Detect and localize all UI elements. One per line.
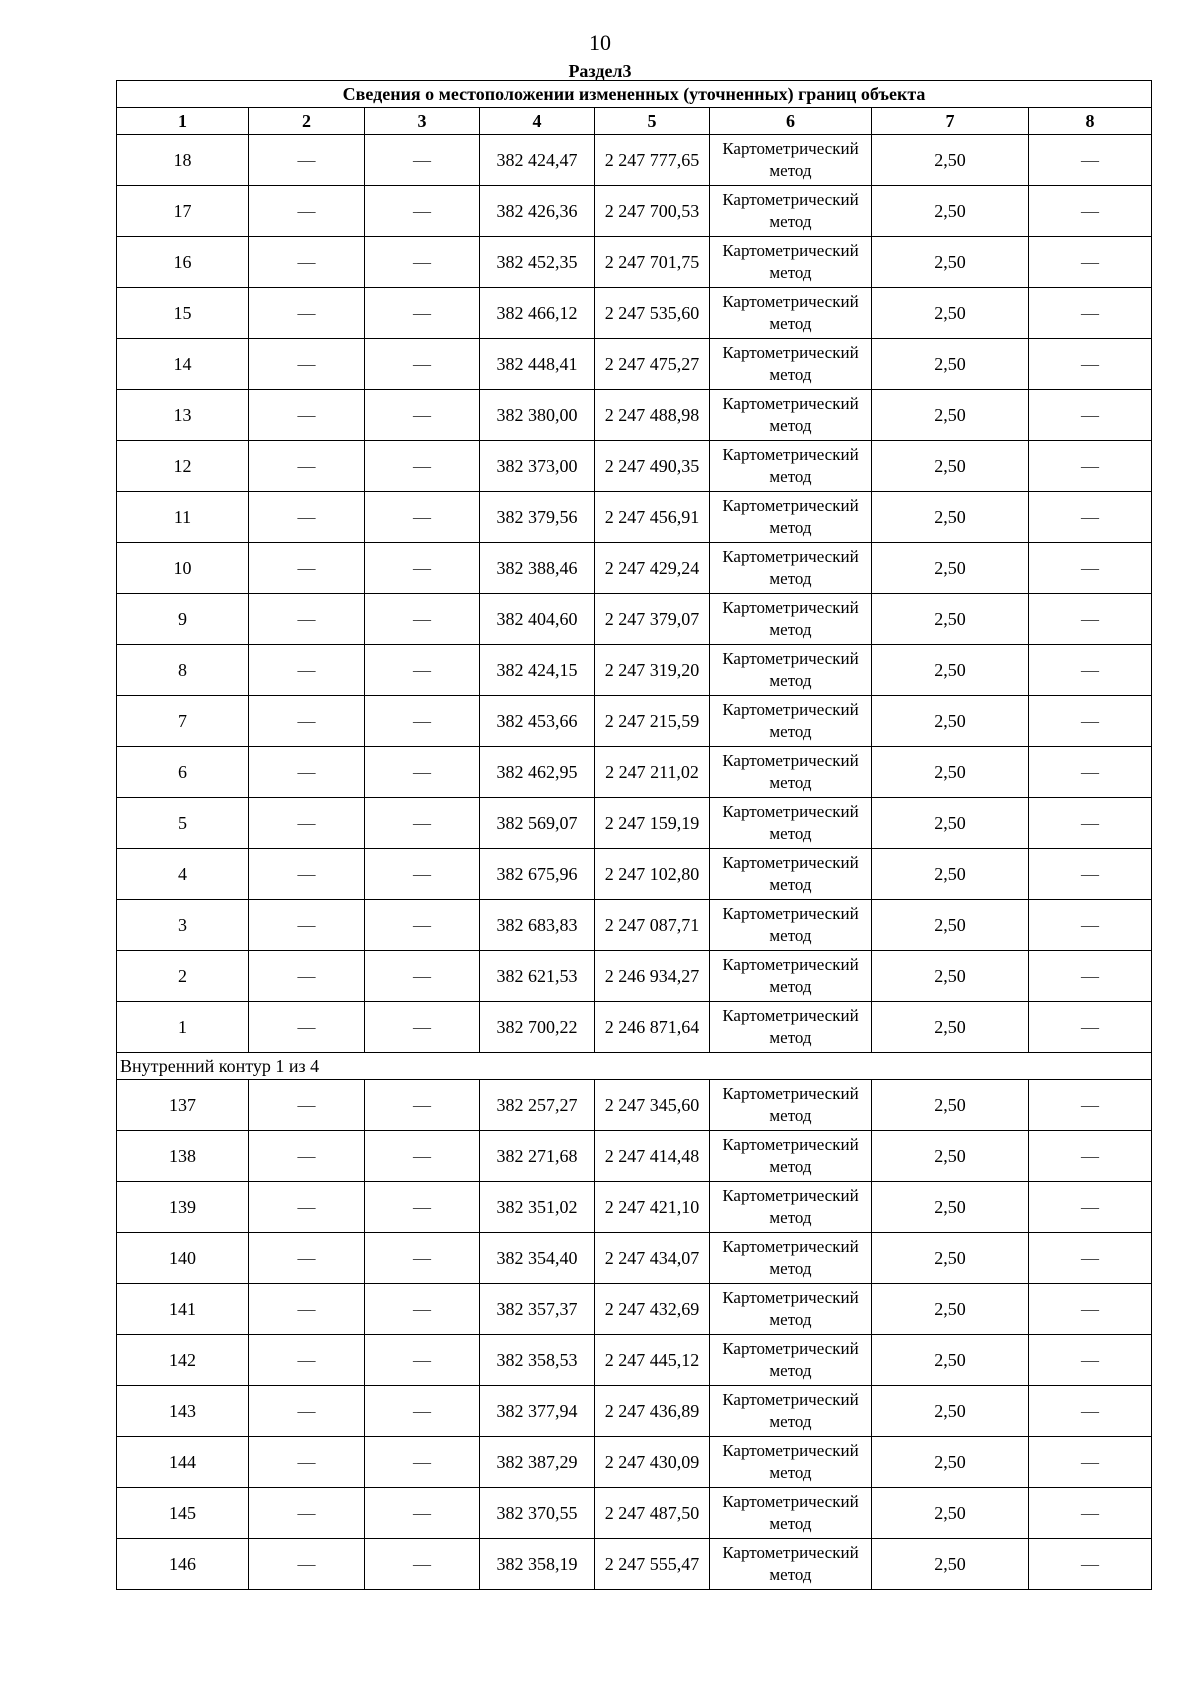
- accuracy-cell: 2,50: [872, 1080, 1029, 1131]
- empty-value-cell: —: [365, 1335, 480, 1386]
- coordinate-y-cell: 2 247 211,02: [595, 747, 710, 798]
- accuracy-cell: 2,50: [872, 1131, 1029, 1182]
- method-cell: Картометрический метод: [710, 1182, 872, 1233]
- empty-value-cell: —: [1029, 1284, 1152, 1335]
- point-number-cell: 2: [117, 951, 249, 1002]
- column-header: 3: [365, 108, 480, 135]
- coordinate-y-cell: 2 247 445,12: [595, 1335, 710, 1386]
- coordinate-y-cell: 2 247 087,71: [595, 900, 710, 951]
- coordinate-y-cell: 2 247 379,07: [595, 594, 710, 645]
- accuracy-cell: 2,50: [872, 390, 1029, 441]
- table-row: [117, 1131, 1152, 1182]
- empty-value-cell: —: [1029, 1131, 1152, 1182]
- point-number-cell: 138: [117, 1131, 249, 1182]
- empty-value-cell: —: [365, 900, 480, 951]
- point-number-cell: 139: [117, 1182, 249, 1233]
- method-cell: Картометрический метод: [710, 747, 872, 798]
- accuracy-cell: 2,50: [872, 696, 1029, 747]
- coordinate-y-cell: 2 247 432,69: [595, 1284, 710, 1335]
- accuracy-cell: 2,50: [872, 849, 1029, 900]
- point-number-cell: 7: [117, 696, 249, 747]
- point-number-cell: 3: [117, 900, 249, 951]
- coordinate-y-cell: 2 247 777,65: [595, 135, 710, 186]
- empty-value-cell: —: [365, 798, 480, 849]
- accuracy-cell: 2,50: [872, 1386, 1029, 1437]
- table-row: [117, 1233, 1152, 1284]
- empty-value-cell: —: [365, 237, 480, 288]
- accuracy-cell: 2,50: [872, 1284, 1029, 1335]
- method-cell: Картометрический метод: [710, 492, 872, 543]
- table-row: [117, 1182, 1152, 1233]
- method-cell: Картометрический метод: [710, 543, 872, 594]
- empty-value-cell: —: [249, 900, 365, 951]
- page-number: 10: [589, 30, 611, 55]
- empty-value-cell: —: [249, 1386, 365, 1437]
- method-cell: Картометрический метод: [710, 1002, 872, 1053]
- empty-value-cell: —: [1029, 1233, 1152, 1284]
- empty-value-cell: —: [1029, 543, 1152, 594]
- coordinate-x-cell: 382 357,37: [480, 1284, 595, 1335]
- empty-value-cell: —: [1029, 1539, 1152, 1590]
- empty-value-cell: —: [249, 1335, 365, 1386]
- point-number-cell: 10: [117, 543, 249, 594]
- coordinate-x-cell: 382 452,35: [480, 237, 595, 288]
- method-cell: Картометрический метод: [710, 1488, 872, 1539]
- table-row: [117, 900, 1152, 951]
- empty-value-cell: —: [249, 186, 365, 237]
- coordinate-y-cell: 2 246 934,27: [595, 951, 710, 1002]
- empty-value-cell: —: [249, 747, 365, 798]
- accuracy-cell: 2,50: [872, 900, 1029, 951]
- table-row: [117, 1335, 1152, 1386]
- coordinate-x-cell: 382 388,46: [480, 543, 595, 594]
- column-header: 6: [710, 108, 872, 135]
- coordinate-x-cell: 382 426,36: [480, 186, 595, 237]
- table-row: [117, 441, 1152, 492]
- empty-value-cell: —: [365, 747, 480, 798]
- coordinate-x-cell: 382 700,22: [480, 1002, 595, 1053]
- accuracy-cell: 2,50: [872, 339, 1029, 390]
- column-header: 8: [1029, 108, 1152, 135]
- empty-value-cell: —: [249, 1002, 365, 1053]
- coordinate-x-cell: 382 370,55: [480, 1488, 595, 1539]
- empty-value-cell: —: [1029, 849, 1152, 900]
- empty-value-cell: —: [1029, 1488, 1152, 1539]
- point-number-cell: 142: [117, 1335, 249, 1386]
- table-row: [117, 288, 1152, 339]
- accuracy-cell: 2,50: [872, 645, 1029, 696]
- coordinate-y-cell: 2 247 456,91: [595, 492, 710, 543]
- coordinate-y-cell: 2 247 159,19: [595, 798, 710, 849]
- empty-value-cell: —: [365, 1080, 480, 1131]
- column-header-row: [117, 108, 1152, 135]
- empty-value-cell: —: [249, 798, 365, 849]
- accuracy-cell: 2,50: [872, 1182, 1029, 1233]
- method-cell: Картометрический метод: [710, 1080, 872, 1131]
- method-cell: Картометрический метод: [710, 696, 872, 747]
- coordinate-x-cell: 382 257,27: [480, 1080, 595, 1131]
- method-cell: Картометрический метод: [710, 390, 872, 441]
- empty-value-cell: —: [1029, 1002, 1152, 1053]
- empty-value-cell: —: [1029, 288, 1152, 339]
- table-row: [117, 543, 1152, 594]
- table-row: [117, 1488, 1152, 1539]
- coordinate-x-cell: 382 351,02: [480, 1182, 595, 1233]
- empty-value-cell: —: [365, 1233, 480, 1284]
- point-number-cell: 140: [117, 1233, 249, 1284]
- coordinate-x-cell: 382 683,83: [480, 900, 595, 951]
- coordinate-y-cell: 2 247 700,53: [595, 186, 710, 237]
- empty-value-cell: —: [365, 1284, 480, 1335]
- empty-value-cell: —: [1029, 747, 1152, 798]
- empty-value-cell: —: [365, 1182, 480, 1233]
- contour-separator-row: [117, 1053, 1152, 1080]
- coordinate-y-cell: 2 247 319,20: [595, 645, 710, 696]
- method-cell: Картометрический метод: [710, 900, 872, 951]
- method-cell: Картометрический метод: [710, 645, 872, 696]
- method-cell: Картометрический метод: [710, 798, 872, 849]
- coordinate-x-cell: 382 379,56: [480, 492, 595, 543]
- empty-value-cell: —: [1029, 1437, 1152, 1488]
- empty-value-cell: —: [365, 1386, 480, 1437]
- empty-value-cell: —: [1029, 237, 1152, 288]
- empty-value-cell: —: [249, 1437, 365, 1488]
- point-number-cell: 14: [117, 339, 249, 390]
- point-number-cell: 17: [117, 186, 249, 237]
- point-number-cell: 16: [117, 237, 249, 288]
- accuracy-cell: 2,50: [872, 1539, 1029, 1590]
- empty-value-cell: —: [365, 849, 480, 900]
- coordinate-x-cell: 382 387,29: [480, 1437, 595, 1488]
- point-number-cell: 13: [117, 390, 249, 441]
- accuracy-cell: 2,50: [872, 951, 1029, 1002]
- table-row: [117, 594, 1152, 645]
- method-cell: Картометрический метод: [710, 1131, 872, 1182]
- coordinate-x-cell: 382 424,47: [480, 135, 595, 186]
- empty-value-cell: —: [249, 849, 365, 900]
- coordinate-y-cell: 2 247 701,75: [595, 237, 710, 288]
- empty-value-cell: —: [1029, 900, 1152, 951]
- coordinate-x-cell: 382 380,00: [480, 390, 595, 441]
- method-cell: Картометрический метод: [710, 594, 872, 645]
- empty-value-cell: —: [365, 1488, 480, 1539]
- coordinate-y-cell: 2 247 535,60: [595, 288, 710, 339]
- table-row: [117, 1080, 1152, 1131]
- empty-value-cell: —: [365, 1437, 480, 1488]
- empty-value-cell: —: [1029, 492, 1152, 543]
- empty-value-cell: —: [365, 696, 480, 747]
- table-row: [117, 1386, 1152, 1437]
- empty-value-cell: —: [1029, 339, 1152, 390]
- empty-value-cell: —: [249, 135, 365, 186]
- coordinate-x-cell: 382 621,53: [480, 951, 595, 1002]
- method-cell: Картометрический метод: [710, 186, 872, 237]
- empty-value-cell: —: [249, 696, 365, 747]
- point-number-cell: 15: [117, 288, 249, 339]
- accuracy-cell: 2,50: [872, 594, 1029, 645]
- empty-value-cell: —: [365, 645, 480, 696]
- empty-value-cell: —: [249, 1233, 365, 1284]
- coordinate-x-cell: 382 569,07: [480, 798, 595, 849]
- table-row: [117, 390, 1152, 441]
- method-cell: Картометрический метод: [710, 1335, 872, 1386]
- empty-value-cell: —: [249, 339, 365, 390]
- coordinate-x-cell: 382 462,95: [480, 747, 595, 798]
- coordinate-y-cell: 2 246 871,64: [595, 1002, 710, 1053]
- empty-value-cell: —: [249, 390, 365, 441]
- point-number-cell: 6: [117, 747, 249, 798]
- point-number-cell: 8: [117, 645, 249, 696]
- empty-value-cell: —: [249, 1284, 365, 1335]
- empty-value-cell: —: [365, 186, 480, 237]
- accuracy-cell: 2,50: [872, 492, 1029, 543]
- empty-value-cell: —: [1029, 1335, 1152, 1386]
- column-header: 5: [595, 108, 710, 135]
- coordinate-x-cell: 382 354,40: [480, 1233, 595, 1284]
- empty-value-cell: —: [365, 1002, 480, 1053]
- coordinate-x-cell: 382 424,15: [480, 645, 595, 696]
- empty-value-cell: —: [365, 492, 480, 543]
- point-number-cell: 146: [117, 1539, 249, 1590]
- method-cell: Картометрический метод: [710, 441, 872, 492]
- empty-value-cell: —: [249, 951, 365, 1002]
- table-row: [117, 798, 1152, 849]
- coordinate-y-cell: 2 247 345,60: [595, 1080, 710, 1131]
- point-number-cell: 144: [117, 1437, 249, 1488]
- table-row: [117, 645, 1152, 696]
- empty-value-cell: —: [1029, 798, 1152, 849]
- accuracy-cell: 2,50: [872, 186, 1029, 237]
- point-number-cell: 5: [117, 798, 249, 849]
- point-number-cell: 1: [117, 1002, 249, 1053]
- table-row: [117, 747, 1152, 798]
- empty-value-cell: —: [249, 1080, 365, 1131]
- empty-value-cell: —: [365, 594, 480, 645]
- empty-value-cell: —: [1029, 1386, 1152, 1437]
- point-number-cell: 11: [117, 492, 249, 543]
- table-row: [117, 186, 1152, 237]
- method-cell: Картометрический метод: [710, 1284, 872, 1335]
- table-row: [117, 492, 1152, 543]
- empty-value-cell: —: [249, 645, 365, 696]
- empty-value-cell: —: [249, 543, 365, 594]
- empty-value-cell: —: [1029, 645, 1152, 696]
- method-cell: Картометрический метод: [710, 237, 872, 288]
- point-number-cell: 18: [117, 135, 249, 186]
- column-header: 4: [480, 108, 595, 135]
- accuracy-cell: 2,50: [872, 1233, 1029, 1284]
- empty-value-cell: —: [365, 1539, 480, 1590]
- coordinate-x-cell: 382 358,19: [480, 1539, 595, 1590]
- method-cell: Картометрический метод: [710, 1539, 872, 1590]
- empty-value-cell: —: [365, 441, 480, 492]
- accuracy-cell: 2,50: [872, 1488, 1029, 1539]
- empty-value-cell: —: [1029, 1080, 1152, 1131]
- empty-value-cell: —: [365, 543, 480, 594]
- table-row: [117, 951, 1152, 1002]
- point-number-cell: 137: [117, 1080, 249, 1131]
- table-row: [117, 339, 1152, 390]
- coordinate-x-cell: 382 466,12: [480, 288, 595, 339]
- empty-value-cell: —: [1029, 951, 1152, 1002]
- coordinate-x-cell: 382 271,68: [480, 1131, 595, 1182]
- method-cell: Картометрический метод: [710, 339, 872, 390]
- coordinate-y-cell: 2 247 215,59: [595, 696, 710, 747]
- empty-value-cell: —: [249, 288, 365, 339]
- empty-value-cell: —: [249, 1131, 365, 1182]
- table-body: [117, 135, 1152, 1590]
- table-row: [117, 1539, 1152, 1590]
- method-cell: Картометрический метод: [710, 1437, 872, 1488]
- boundary-coordinates-table: [116, 80, 1152, 1590]
- empty-value-cell: —: [365, 339, 480, 390]
- table-row: [117, 237, 1152, 288]
- empty-value-cell: —: [365, 951, 480, 1002]
- coordinate-x-cell: 382 404,60: [480, 594, 595, 645]
- table-row: [117, 1437, 1152, 1488]
- accuracy-cell: 2,50: [872, 1335, 1029, 1386]
- coordinate-y-cell: 2 247 414,48: [595, 1131, 710, 1182]
- empty-value-cell: —: [249, 441, 365, 492]
- table-row: [117, 1284, 1152, 1335]
- coordinate-y-cell: 2 247 490,35: [595, 441, 710, 492]
- empty-value-cell: —: [249, 594, 365, 645]
- coordinate-y-cell: 2 247 434,07: [595, 1233, 710, 1284]
- accuracy-cell: 2,50: [872, 288, 1029, 339]
- empty-value-cell: —: [249, 1182, 365, 1233]
- empty-value-cell: —: [1029, 135, 1152, 186]
- table-row: [117, 135, 1152, 186]
- empty-value-cell: —: [1029, 186, 1152, 237]
- point-number-cell: 4: [117, 849, 249, 900]
- coordinate-y-cell: 2 247 102,80: [595, 849, 710, 900]
- table-row: [117, 696, 1152, 747]
- method-cell: Картометрический метод: [710, 1386, 872, 1437]
- column-header: 7: [872, 108, 1029, 135]
- method-cell: Картометрический метод: [710, 135, 872, 186]
- coordinate-y-cell: 2 247 555,47: [595, 1539, 710, 1590]
- point-number-cell: 143: [117, 1386, 249, 1437]
- accuracy-cell: 2,50: [872, 441, 1029, 492]
- method-cell: Картометрический метод: [710, 288, 872, 339]
- coordinate-y-cell: 2 247 421,10: [595, 1182, 710, 1233]
- coordinate-x-cell: 382 448,41: [480, 339, 595, 390]
- accuracy-cell: 2,50: [872, 798, 1029, 849]
- point-number-cell: 9: [117, 594, 249, 645]
- coordinate-y-cell: 2 247 475,27: [595, 339, 710, 390]
- empty-value-cell: —: [365, 1131, 480, 1182]
- coordinate-x-cell: 382 373,00: [480, 441, 595, 492]
- coordinate-y-cell: 2 247 487,50: [595, 1488, 710, 1539]
- empty-value-cell: —: [365, 390, 480, 441]
- table-row: [117, 1002, 1152, 1053]
- table-caption: Сведения о местоположении измененных (уточненных) границ объекта: [117, 81, 1152, 108]
- section-title: Раздел3: [568, 61, 632, 81]
- column-header: 2: [249, 108, 365, 135]
- accuracy-cell: 2,50: [872, 237, 1029, 288]
- contour-label: Внутренний контур 1 из 4: [117, 1053, 1152, 1080]
- coordinate-x-cell: 382 675,96: [480, 849, 595, 900]
- accuracy-cell: 2,50: [872, 135, 1029, 186]
- coordinate-x-cell: 382 358,53: [480, 1335, 595, 1386]
- empty-value-cell: —: [1029, 696, 1152, 747]
- empty-value-cell: —: [365, 288, 480, 339]
- coordinate-x-cell: 382 453,66: [480, 696, 595, 747]
- empty-value-cell: —: [1029, 441, 1152, 492]
- column-header: 1: [117, 108, 249, 135]
- empty-value-cell: —: [249, 1488, 365, 1539]
- empty-value-cell: —: [365, 135, 480, 186]
- empty-value-cell: —: [1029, 390, 1152, 441]
- point-number-cell: 145: [117, 1488, 249, 1539]
- empty-value-cell: —: [1029, 594, 1152, 645]
- coordinate-y-cell: 2 247 488,98: [595, 390, 710, 441]
- accuracy-cell: 2,50: [872, 1002, 1029, 1053]
- accuracy-cell: 2,50: [872, 543, 1029, 594]
- empty-value-cell: —: [249, 237, 365, 288]
- point-number-cell: 141: [117, 1284, 249, 1335]
- accuracy-cell: 2,50: [872, 1437, 1029, 1488]
- table-row: [117, 849, 1152, 900]
- empty-value-cell: —: [249, 1539, 365, 1590]
- empty-value-cell: —: [249, 492, 365, 543]
- accuracy-cell: 2,50: [872, 747, 1029, 798]
- method-cell: Картометрический метод: [710, 849, 872, 900]
- coordinate-x-cell: 382 377,94: [480, 1386, 595, 1437]
- method-cell: Картометрический метод: [710, 951, 872, 1002]
- coordinate-y-cell: 2 247 436,89: [595, 1386, 710, 1437]
- method-cell: Картометрический метод: [710, 1233, 872, 1284]
- coordinate-y-cell: 2 247 429,24: [595, 543, 710, 594]
- empty-value-cell: —: [1029, 1182, 1152, 1233]
- point-number-cell: 12: [117, 441, 249, 492]
- coordinate-y-cell: 2 247 430,09: [595, 1437, 710, 1488]
